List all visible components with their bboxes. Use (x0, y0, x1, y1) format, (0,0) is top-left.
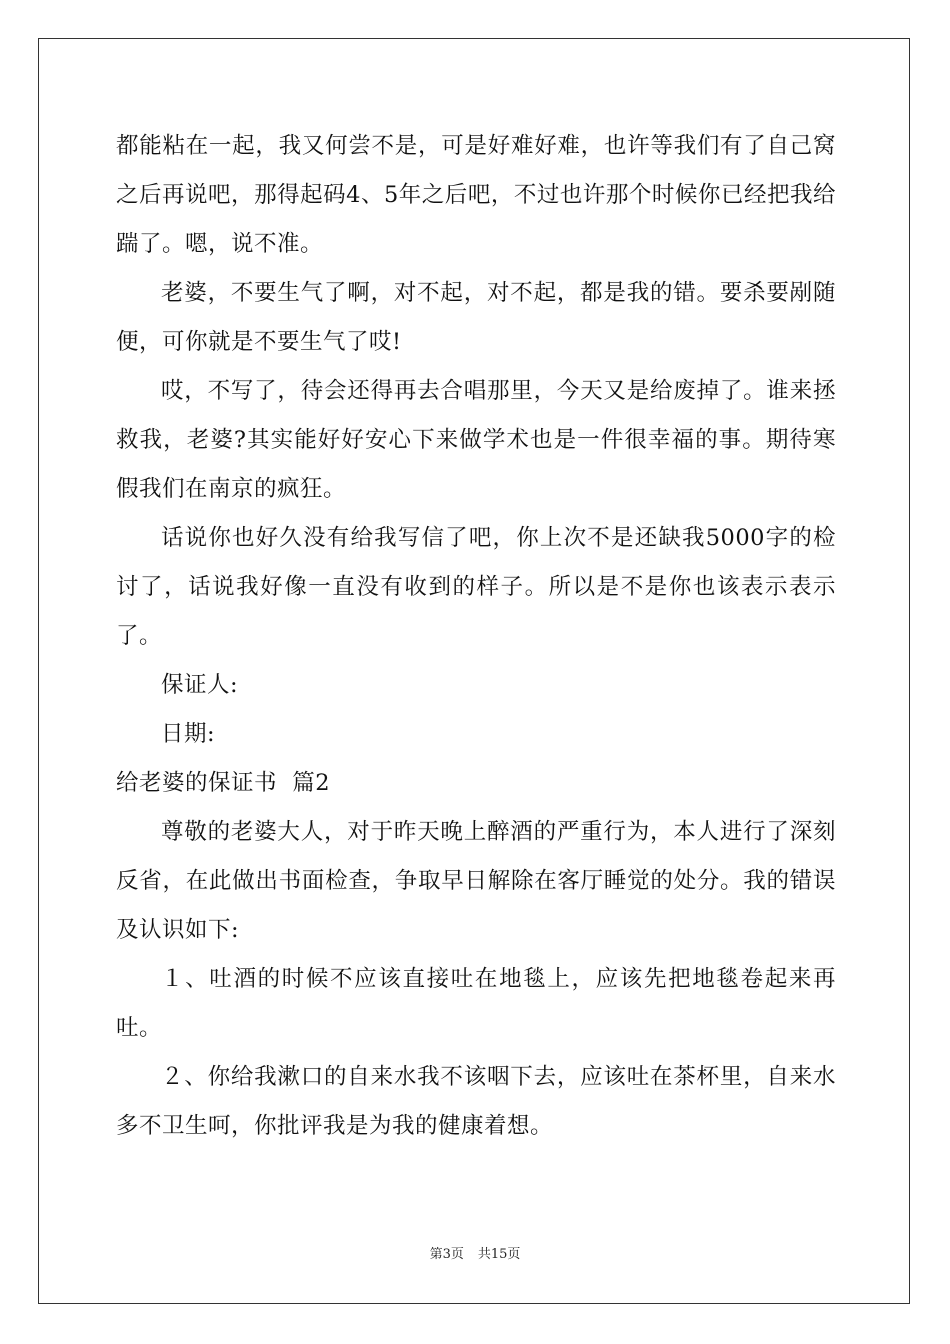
date-label: 日期: (161, 721, 216, 747)
paragraph: 哎，不写了，待会还得再去合唱那里，今天又是给废掉了。谁来拯救我，老婆?其实能好好安心下来做学术也是一件很幸福的事。期待寒假我们在南京的疯狂。 (116, 378, 836, 502)
page-total: 共15页 (477, 1247, 521, 1262)
page-footer (0, 1243, 950, 1262)
list-item: １、吐酒的时候不应该直接吐在地毯上，应该先把地毯卷起来再吐。 (116, 966, 836, 1041)
document-body (116, 122, 836, 1151)
list-item: ２、你给我漱口的自来水我不该咽下去，应该吐在茶杯里，自来水多不卫生呵，你批评我是为我的健康着想。 (116, 1064, 836, 1139)
signature-label: 保证人: (161, 672, 239, 698)
page-number: 第3页 (429, 1247, 464, 1262)
paragraph: 老婆，不要生气了啊，对不起，对不起，都是我的错。要杀要剐随便，可你就是不要生气了哎! (116, 280, 836, 355)
section-heading: 给老婆的保证书 篇2 (116, 770, 331, 796)
paragraph: 都能粘在一起，我又何尝不是，可是好难好难，也许等我们有了自己窝之后再说吧，那得起码4、5年之后吧，不过也许那个时候你已经把我给踹了。嗯，说不准。 (116, 133, 836, 257)
paragraph: 话说你也好久没有给我写信了吧，你上次不是还缺我5000字的检讨了，话说我好像一直没有收到的样子。所以是不是你也该表示表示了。 (116, 525, 836, 649)
paragraph: 尊敬的老婆大人，对于昨天晚上醉酒的严重行为，本人进行了深刻反省，在此做出书面检查，争取早日解除在客厅睡觉的处分。我的错误及认识如下: (116, 819, 836, 943)
